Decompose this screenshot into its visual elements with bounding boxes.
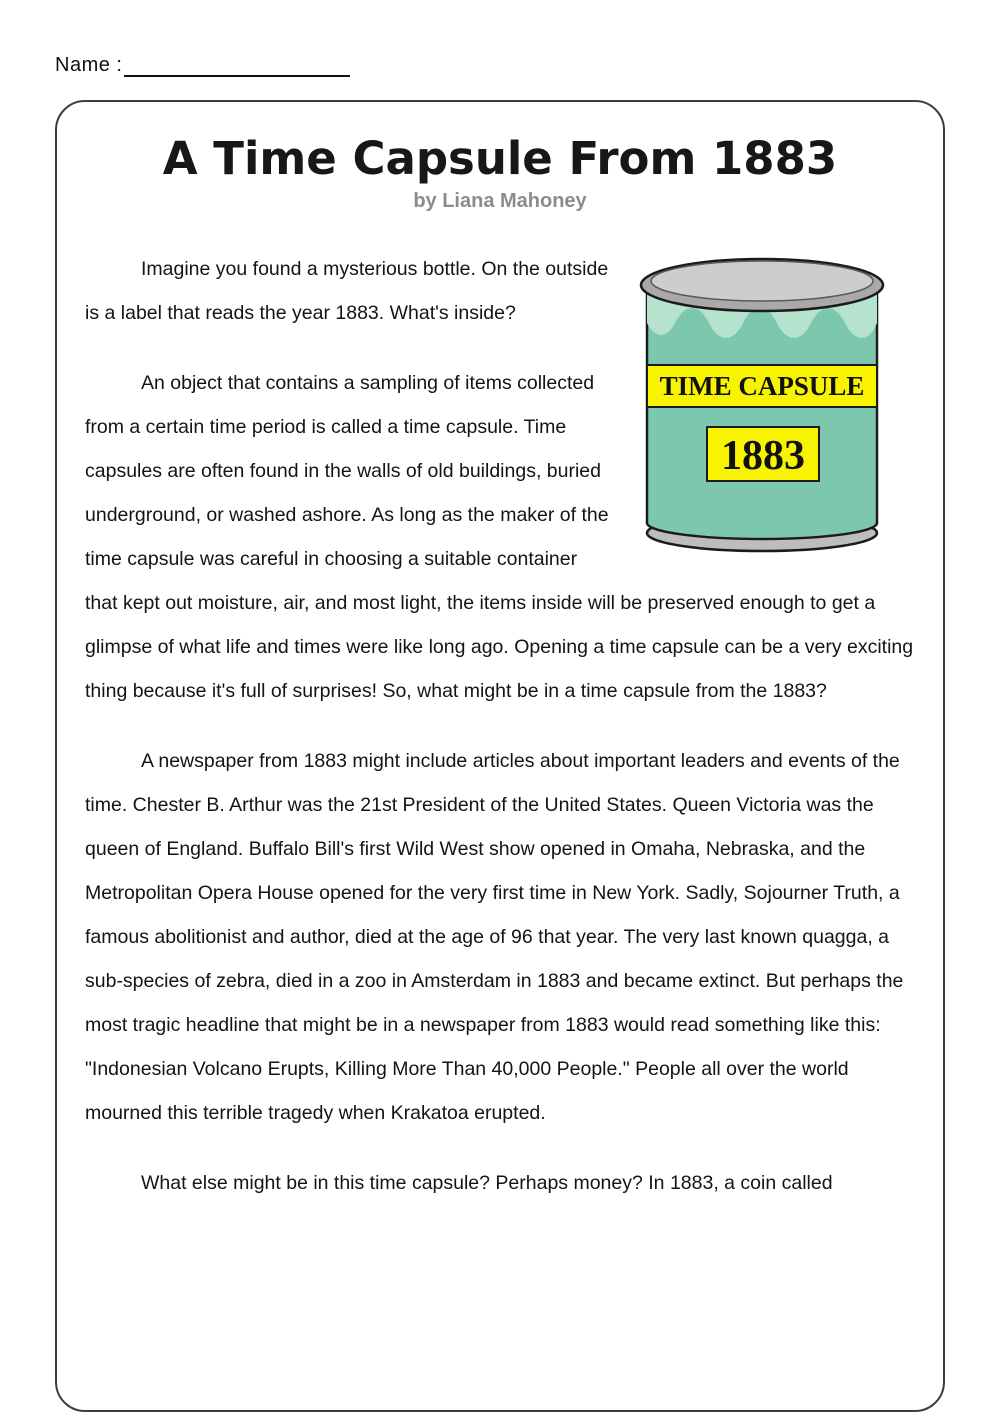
can-band-text: TIME CAPSULE <box>659 371 865 401</box>
name-field-row <box>55 54 350 77</box>
page-title: A Time Capsule From 1883 <box>162 132 838 185</box>
byline: by Liana Mahoney <box>413 190 587 212</box>
article-body <box>85 247 915 1205</box>
paragraph-newspaper: A newspaper from 1883 might include articles about important leaders and events of the time. Chester B. Arthur was the 21st President of the United States. Queen Victoria was the queen of England. Buffalo Bill's first Wild West show opened in Omaha, Nebraska, and the Metropolitan Opera House opened for the very first time in New York. Sadly, Sojourner Truth, a famous abolitionist and author, died at the age of 96 that year. The very last known quagga, a sub-species of zebra, died in a zoo in Amsterdam in 1883 and became extinct. But perhaps the most tragic headline that might be in a newspaper from 1883 would read something like this: "Indonesian Volcano Erupts, Killing More Than 40,000 People." People all over the world mourned this terrible tragedy when Krakatoa erupted. <box>85 750 904 1124</box>
can-body <box>647 291 877 539</box>
paragraph-definition: An object that contains a sampling of items collected from a certain time period is called a time capsule. Time capsules are often found in the walls of old buildings, buried underground, or washed ashore. As long as the maker of the time capsule was careful in choosing a suitable container that kept out moisture, air, and most light, the items inside will be preserved enough to get a glimpse of what life and times were like long ago. Opening a time capsule can be a very exciting thing because it's full of surprises! So, what might be in a time capsule from the 1883? <box>85 372 914 702</box>
paragraph-money: What else might be in this time capsule? Perhaps money? In 1883, a coin called <box>141 1172 833 1194</box>
can-year-text: 1883 <box>721 433 805 479</box>
time-capsule-illustration <box>631 247 893 579</box>
name-input-line[interactable] <box>124 57 350 77</box>
time-capsule-can-svg <box>631 247 893 579</box>
paragraph-intro: Imagine you found a mysterious bottle. On the outside is a label that reads the year 1883. What's inside? <box>85 258 609 324</box>
name-label: Name : <box>55 54 123 76</box>
content-frame <box>55 100 945 1412</box>
can-lid-top <box>651 261 873 301</box>
